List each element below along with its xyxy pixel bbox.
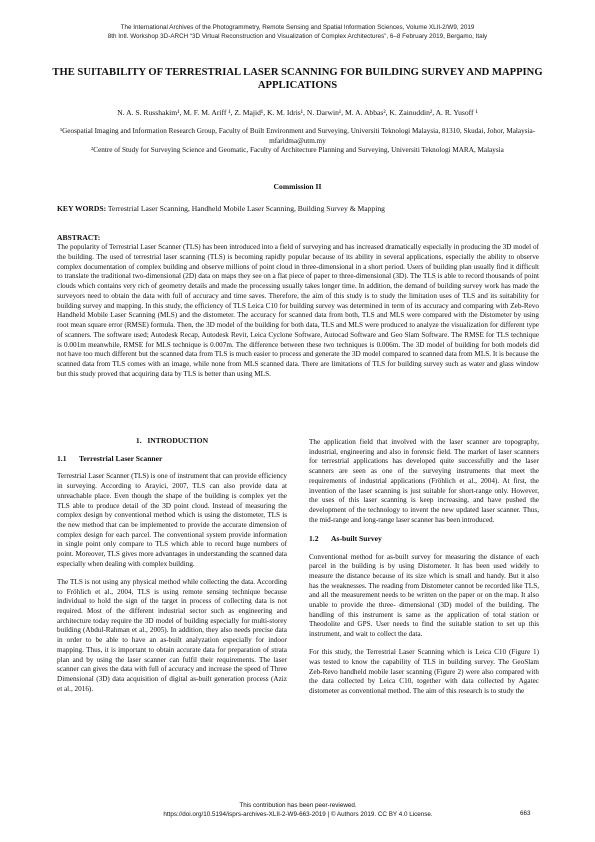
header-line-1: The International Archives of the Photogrammetry, Remote Sensing and Spatial Information Sciences, Volume XLII-2/W9, 2019 [120, 24, 475, 31]
subsection-title: Terrestrial Laser Scanner [79, 453, 163, 463]
paragraph: For this study, the Terrestrial Laser Scanning which is Leica C10 (Figure 1) was tested to know the capability of TLS in building survey. The GeoSlam Zeb-Revo handheld mobile laser scanning (Figure 2) were also compared with the data collected by Leica C10, together with data collected by Agatec distometer as conventional method. The aim of this research is to study the [309, 648, 539, 696]
right-column [309, 438, 539, 705]
subsection-heading-1-1 [57, 454, 287, 464]
subsection-title: As-built Survey [331, 533, 382, 543]
commission-label: Commission II [273, 182, 322, 191]
abstract-text: The popularity of Terrestrial Laser Scanner (TLS) has been introduced into a field of surveying and has increased dramatically especially in producing the 3D model of the building. The used of terrestrial laser scanning (TLS) is becoming rapidly popular because of its ability in several applications, especially the ability to observe complex documentation of complex building and observe millions of point cloud in three-dimensional in a short period. Users of building plan usually find it difficult to translate the traditional two-dimensional (2D) data on maps they see on a flat piece of paper to three-dimensional (3D). The TLS is able to record thousands of point clouds which contains very rich of geometry details and made the processing usually takes longer time. In addition, the demand of building survey work has made the surveyors need to obtain the data with full of accuracy and time saves. Therefore, the aim of this study is to study the limitation uses of TLS and its suitability for building survey and mapping. In this study, the efficiency of TLS Leica C10 for building survey was determined in term of its accuracy and comparing with Zeb-Revo Handheld Mobile Laser Scanning (MLS) and the distometer. The accuracy for scanned data from both, TLS and MLS were compared with the Distometer by using root mean square error (RMSE) formula. Then, the 3D model of the building for both data, TLS and MLS were produced to analyze the visualization for different type of scanners. The software used; Autodesk Recap, Autodesk Revit, Leica Cyclone Software, Autocad Software and Geo Slam Software. The RMSE for TLS technique is 0.001m meanwhile, RMSE for MLS technique is 0.007m. The difference between these two techniques is 0.006m. The 3D model of building for both models did not have too much different but the scanned data from TLS is much easier to process and generate the 3D model compared to scanned data from MLS. It is because the scanned data from TLS comes with an image, while none from MLS scanned data. There are limitations of TLS for building survey such as water and glass window but this study proved that acquiring data by TLS is better than using MLS. [57, 243, 539, 378]
subsection-number: 1.1 [57, 453, 67, 463]
doi-license-line: https://doi.org/10.5194/isprs-archives-XLII-2-W9-663-2019 | © Authors 2019. CC BY 4.0 License. [163, 810, 433, 818]
page-number: 663 [520, 810, 531, 817]
author-list: N. A. S. Russhakim¹, M. F. M. Ariff ¹, Z. Majid¹, K. M. Idris¹, N. Darwin¹, M. A. Abbas², K. Zainuddin², A. R. Yusoff ¹ [117, 108, 478, 117]
paragraph: Terrestrial Laser Scanner (TLS) is one of instrument that can provide efficiency in surveying. According to Arayici, 2007, TLS can also provide data at unreachable place. Even though the shape of the building is complex yet the TLS able to produce detail of the 3D point cloud. Instead of measuring the complex design by conventional method which is using the distometer, TLS is the new method that can be implemented to provide the accurate dimension of complex design for each parcel. The conventional system provide information in single point only compare to TLS which able to record huge numbers of point. Moreover, TLS gives more advantages in understanding the scanned data especially when dealing with complex building. [57, 472, 287, 568]
paper-title: THE SUITABILITY OF TERRESTRIAL LASER SCANNING FOR BUILDING SURVEY AND MAPPING APPLICATIONS [52, 67, 543, 92]
affiliations [50, 127, 545, 156]
header-line-2: 8th Intl. Workshop 3D-ARCH “3D Virtual Reconstruction and Visualization of Complex Architectures”, 6–8 February 2019, Bergamo, Italy [107, 32, 488, 40]
peer-review-note: This contribution has been peer-reviewed. [239, 802, 357, 809]
affiliation-2: ²Centre of Study for Surveying Science and Geomatic, Faculty of Architecture Planning and Surveying, Universiti Teknologi MARA, Malaysia [91, 146, 504, 155]
subsection-number: 1.2 [309, 533, 319, 543]
keywords [57, 204, 539, 213]
paragraph: Conventional method for as-built survey for measuring the distance of each parcel in the building is by using Distometer. It has been used widely to measure the distance because of its size which is small and handy. But it also has the weaknesses. The reading from Distometer cannot be recorded like TLS, and all the measurement needs to be written on the paper or on the map. It also unable to provide the three- dimensional (3D) model of the building. The handling of this instrument is same as the application of total station or Theodolite and GPS. User needs to find the suitable station to set up this instrument, and wait to collect the data. [309, 552, 539, 639]
paragraph: The TLS is not using any physical method while collecting the data. According to Fröhlich et al., 2004, TLS is using remote sensing technique because individual to hold the sign of the target in process of collecting data is not required. Most of the different industrial sector such as engineering and architecture today require the 3D model of building especially for multi-storey building (Abdul-Rahman et al., 2005). In addition, they also needs precise data in order to be able to have an as-built analyzation especially for indoor mapping. Thus, it is important to obtain accurate data for preparation of strata plan and by using the laser scanner can fulfil their requirements. The laser scanner can gives the data with full of accuracy and increase the speed of Three Dimensional (3D) data acquisition of digital as-built generation process (Aziz et al., 2016). [57, 577, 287, 693]
running-header [40, 24, 555, 41]
left-column [57, 436, 287, 703]
keywords-label: KEY WORDS: [57, 204, 107, 213]
paragraph: The application field that involved with the laser scanner are topography, industrial, engineering and also in forensic field. The market of laser scanners for terrestrial applications has developed quite successfully and the laser scanners are seen as one of the surveying instruments that meet the requirements of industrial applications (Fröhlich et al., 2004). At first, the invention of the laser scanning is just suitable for short-range only. However, the uses of this laser scanning is keep increasing, and have pushed the development of the technology to invent the new updated laser scanner. Thus, the mid-range and long-range laser scanner has been introduced. [309, 438, 539, 524]
page-footer [57, 802, 539, 819]
abstract-heading: ABSTRACT: [57, 233, 101, 242]
subsection-heading-1-2 [309, 534, 539, 544]
section-heading-introduction: 1. INTRODUCTION [135, 436, 209, 445]
affiliation-1: ¹Geospatial Imaging and Information Research Group, Faculty of Built Environment and Surveying, Universiti Teknologi Malaysia, 81310, Skudai, Johor, Malaysia- mfaridma@utm.my [59, 127, 536, 145]
keywords-text: Terrestrial Laser Scanning, Handheld Mobile Laser Scanning, Building Survey & Mapping [106, 204, 385, 213]
